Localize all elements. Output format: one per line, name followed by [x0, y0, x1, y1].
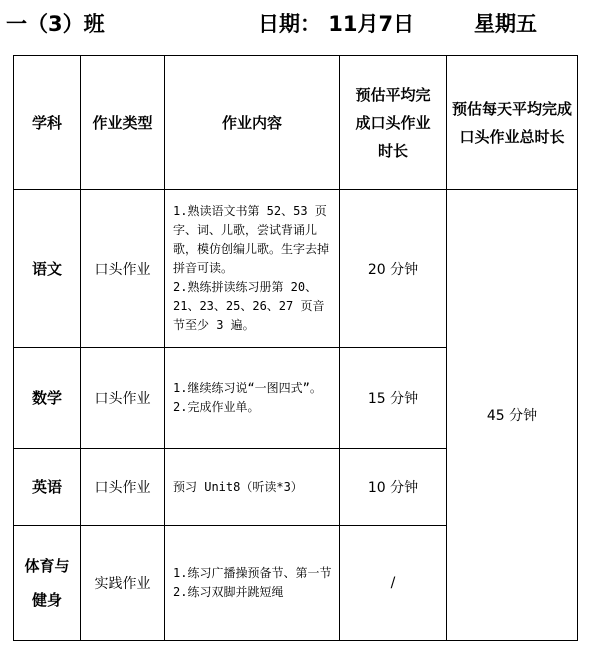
subject-cell: 数学 [14, 348, 81, 449]
total-duration-cell: 45 分钟 [447, 190, 578, 641]
header-subject: 学科 [14, 56, 81, 190]
content-line: 预习 Unit8（听读*3） [173, 479, 303, 494]
content-line: 1.继续练习说“一图四式”。 [173, 381, 322, 395]
content-cell [165, 449, 340, 526]
table-row [14, 190, 578, 348]
header-total-duration: 预估每天平均完成口头作业总时长 [447, 56, 578, 190]
type-cell: 口头作业 [81, 348, 165, 449]
header-content: 作业内容 [165, 56, 340, 190]
class-name: 一（3）班 [6, 12, 105, 36]
page-header [0, 0, 590, 52]
content-cell [165, 190, 340, 348]
date-label: 日期： 11月7日 [258, 12, 415, 36]
content-line: 1.练习广播操预备节、第一节 [173, 566, 332, 580]
duration-cell: / [340, 526, 447, 641]
table-header-row [14, 56, 578, 190]
header-type: 作业类型 [81, 56, 165, 190]
content-line: 2.练习双脚并跳短绳 [173, 585, 284, 599]
content-line: 2.熟练拼读练习册第 20、21、23、25、26、27 页音节至少 3 遍。 [173, 280, 325, 332]
type-cell: 实践作业 [81, 526, 165, 641]
duration-cell: 15 分钟 [340, 348, 447, 449]
duration-cell: 10 分钟 [340, 449, 447, 526]
homework-table [13, 55, 578, 641]
type-cell: 口头作业 [81, 190, 165, 348]
subject-cell: 体育与健身 [14, 526, 81, 641]
subject-cell: 英语 [14, 449, 81, 526]
type-cell: 口头作业 [81, 449, 165, 526]
content-cell [165, 348, 340, 449]
content-line: 1.熟读语文书第 52、53 页字、词、儿歌，尝试背诵儿歌，模仿创编儿歌。生字去掉拼音可读。 [173, 204, 330, 275]
duration-cell: 20 分钟 [340, 190, 447, 348]
subject-cell: 语文 [14, 190, 81, 348]
header-duration: 预估平均完成口头作业时长 [340, 56, 447, 190]
weekday-label: 星期五 [474, 12, 537, 36]
content-cell [165, 526, 340, 641]
content-line: 2.完成作业单。 [173, 400, 260, 414]
